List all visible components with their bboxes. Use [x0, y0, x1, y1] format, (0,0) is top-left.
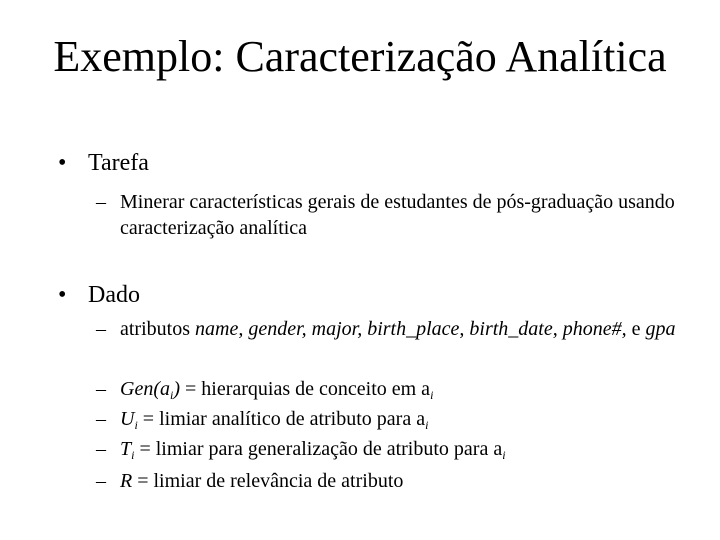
bullet-tarefa-label: Tarefa [88, 150, 149, 176]
dash-glyph: – [96, 470, 106, 492]
dash-glyph: – [96, 318, 106, 340]
dash-glyph: – [96, 378, 106, 400]
gen-close: ) [173, 378, 180, 400]
bullet-glyph: • [58, 282, 67, 308]
atributos-conj: e [626, 318, 646, 340]
bullet-dado [58, 280, 140, 310]
atributos-list: name, gender, major, birth_place, birth_date, phone#, [195, 318, 627, 340]
subitem-r [96, 468, 700, 494]
u-rest-subscript: i [425, 418, 429, 432]
u-subscript: i [134, 418, 138, 432]
t-subscript: i [131, 448, 135, 462]
bullet-tarefa [58, 148, 149, 178]
atributos-last: gpa [645, 318, 676, 340]
t-rest-subscript: i [502, 448, 506, 462]
slide-title: Exemplo: Caracterização Analítica [53, 32, 667, 81]
r-rest: = limiar de relevância de atributo [132, 470, 404, 492]
u-symbol: U [120, 408, 135, 430]
gen-subscript: i [169, 388, 174, 402]
subitem-text: Minerar características gerais de estudantes de pós-graduação usando caracterização analítica [120, 191, 675, 239]
r-symbol: R [120, 470, 133, 492]
atributos-prefix: atributos [120, 318, 195, 340]
subitem-atributos [96, 316, 700, 342]
bullet-glyph: • [58, 150, 67, 176]
t-rest: = limiar para generalização de atributo para a [134, 438, 503, 460]
gen-function: Gen(a [120, 378, 170, 400]
gen-rest-subscript: i [430, 388, 434, 402]
dash-glyph: – [96, 438, 106, 460]
subitem-gen [96, 376, 700, 402]
dash-glyph: – [96, 408, 106, 430]
subitem-tarefa-description [96, 189, 700, 241]
u-rest: = limiar analítico de atributo para a [137, 408, 426, 430]
subitem-u [96, 406, 700, 432]
dash-glyph: – [96, 191, 106, 213]
bullet-dado-label: Dado [88, 282, 140, 308]
subitem-t [96, 436, 700, 462]
t-symbol: T [120, 438, 132, 460]
gen-rest: = hierarquias de conceito em a [180, 378, 431, 400]
